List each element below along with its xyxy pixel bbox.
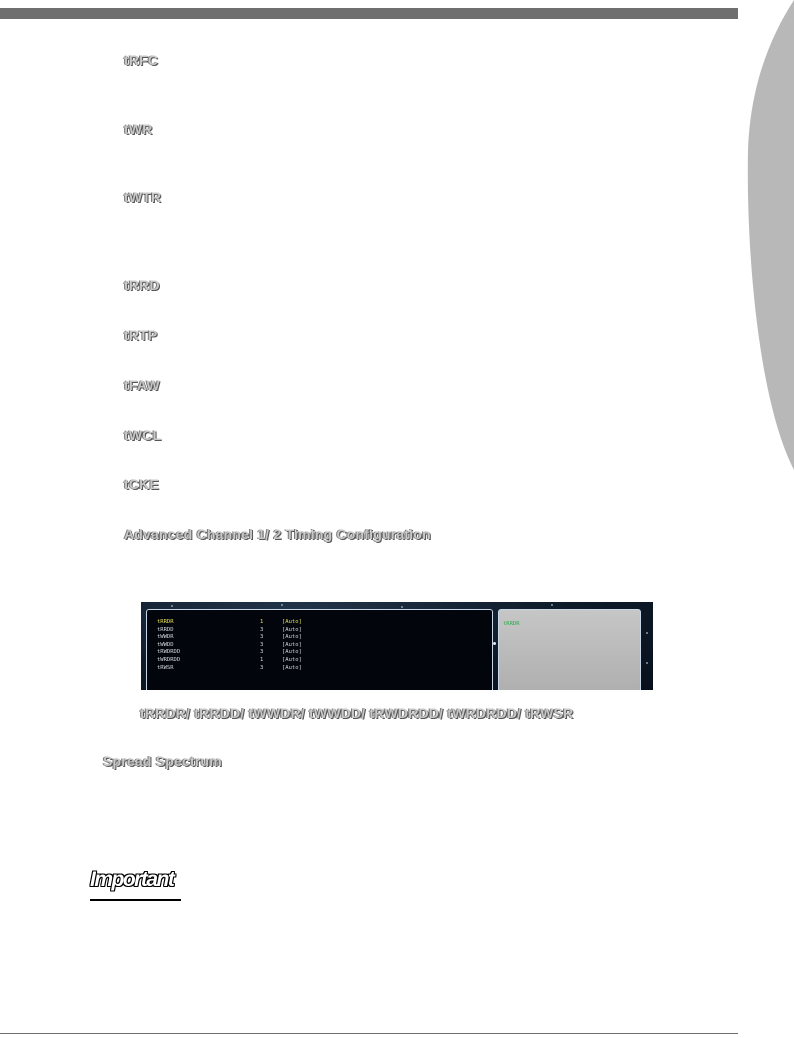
bios-settings-panel xyxy=(146,609,493,690)
setting-trtp: tRTP xyxy=(124,327,158,343)
footer-rule xyxy=(0,1033,738,1034)
setting-twr: tWR xyxy=(124,121,153,137)
bios-row-trrdd[interactable]: tRRDD 3 [Auto] xyxy=(157,626,302,633)
header-bar xyxy=(0,8,738,19)
setting-twcl: tWCL xyxy=(124,427,162,443)
spread-spectrum-heading: Spread Spectrum xyxy=(103,753,222,769)
panel-divider-dot xyxy=(493,642,496,645)
bios-row-twwdd[interactable]: tWWDD 3 [Auto] xyxy=(157,641,302,648)
important-underline xyxy=(90,899,181,901)
setting-twtr: tWTR xyxy=(124,189,162,205)
setting-trfc: tRFC xyxy=(124,52,159,68)
bios-help-text: tRRDR xyxy=(503,621,520,627)
setting-advanced-channel: Advanced Channel 1/ 2 Timing Configuration xyxy=(124,526,431,542)
bios-row-trrdr[interactable]: tRRDR 1 [Auto] xyxy=(157,619,302,625)
timing-list-heading: tRRDR/ tRRDD/ tWWDR/ tWWDD/ tRWDRDD/ tWRDRDD/ tRWSR xyxy=(140,705,574,721)
setting-trrd: tRRD xyxy=(124,277,160,293)
setting-tfaw: tFAW xyxy=(124,377,160,393)
bios-row-trwdrdd[interactable]: tRWDRDD 3 [Auto] xyxy=(157,649,302,656)
important-label: Important xyxy=(90,868,174,891)
bios-help-panel xyxy=(498,609,641,690)
bios-settings-list xyxy=(157,619,302,672)
bios-row-trwsr[interactable]: tRWSR 3 [Auto] xyxy=(157,664,302,671)
chapter-tab xyxy=(738,0,794,470)
bios-row-twwdr[interactable]: tWWDR 3 [Auto] xyxy=(157,634,302,641)
bios-screenshot xyxy=(141,602,653,690)
bios-row-twrdrdd[interactable]: tWRDRDD 1 [Auto] xyxy=(157,656,302,663)
setting-tcke: tCKE xyxy=(124,476,160,492)
